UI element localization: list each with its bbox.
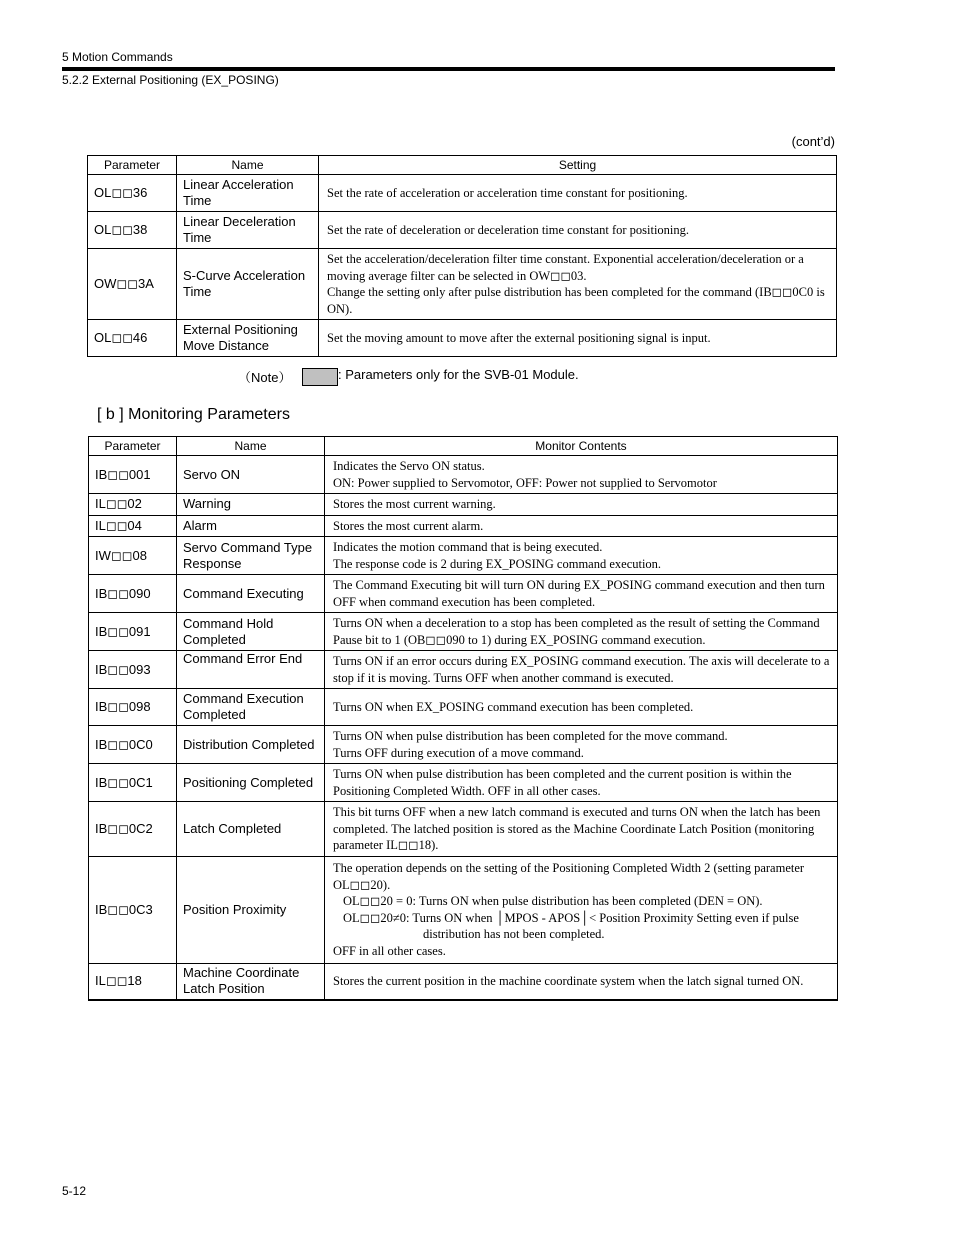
setting-cell: Set the rate of acceleration or acceleration time constant for positioning. xyxy=(319,175,837,212)
header-name: Name xyxy=(177,437,325,456)
name-cell: Command Executing xyxy=(177,575,325,613)
parameter-cell: IB◻◻093 xyxy=(89,651,177,689)
name-cell: S-Curve Acceleration Time xyxy=(177,249,319,320)
parameter-cell: OL◻◻36 xyxy=(88,175,177,212)
parameter-cell: IB◻◻0C1 xyxy=(89,764,177,802)
parameter-cell: IL◻◻18 xyxy=(89,963,177,1000)
header-name: Name xyxy=(177,156,319,175)
parameter-cell: IW◻◻08 xyxy=(89,537,177,575)
name-cell: Position Proximity xyxy=(177,856,325,963)
parameter-cell: IL◻◻04 xyxy=(89,515,177,537)
name-cell: Distribution Completed xyxy=(177,726,325,764)
name-cell: External Positioning Move Distance xyxy=(177,320,319,357)
parameter-cell: IL◻◻02 xyxy=(89,494,177,516)
contents-cell: Turns ON when a deceleration to a stop has been completed as the result of setting the Command Pause bit to 1 (OB◻◻090 to 1) during EX_POSING command execution. xyxy=(325,613,838,651)
contents-cell: Turns ON when EX_POSING command execution has been completed. xyxy=(325,689,838,726)
header-parameter: Parameter xyxy=(89,437,177,456)
name-cell: Linear Deceleration Time xyxy=(177,212,319,249)
section-header: 5.2.2 External Positioning (EX_POSING) xyxy=(62,73,279,87)
contents-cell: Turns ON if an error occurs during EX_POSING command execution. The axis will decelerate to a stop if it is moving. Turns OFF when another command is executed. xyxy=(325,651,838,689)
note-text: : Parameters only for the SVB-01 Module. xyxy=(338,367,579,382)
setting-parameters-table xyxy=(87,155,837,357)
name-cell: Positioning Completed xyxy=(177,764,325,802)
contents-cell: Stores the current position in the machine coordinate system when the latch signal turned ON. xyxy=(325,963,838,1000)
parameter-cell: OL◻◻38 xyxy=(88,212,177,249)
name-cell: Alarm xyxy=(177,515,325,537)
header-monitor-contents: Monitor Contents xyxy=(325,437,838,456)
header-setting: Setting xyxy=(319,156,837,175)
note-label: （Note） xyxy=(238,370,292,385)
name-cell: Command Error End xyxy=(177,651,325,689)
contents-cell: Stores the most current warning. xyxy=(325,494,838,516)
name-cell: Linear Acceleration Time xyxy=(177,175,319,212)
name-cell: Servo Command Type Response xyxy=(177,537,325,575)
setting-cell: Set the moving amount to move after the external positioning signal is input. xyxy=(319,320,837,357)
parameter-cell: IB◻◻0C3 xyxy=(89,856,177,963)
page-number: 5-12 xyxy=(62,1184,87,1198)
name-cell: Command Hold Completed xyxy=(177,613,325,651)
parameter-cell: IB◻◻0C0 xyxy=(89,726,177,764)
monitoring-parameters-table xyxy=(88,436,838,1001)
contents-cell: This bit turns OFF when a new latch command is executed and turns ON when the latch has been completed. The latched position is stored as the Machine Coordinate Latch Position (monitoring parameter IL◻◻18). xyxy=(325,802,838,857)
contents-cell: Turns ON when pulse distribution has been completed and the current position is within the Positioning Completed Width. OFF in all other cases. xyxy=(325,764,838,802)
chapter-header: 5 Motion Commands xyxy=(62,50,173,64)
name-cell: Command Execution Completed xyxy=(177,689,325,726)
contents-cell: The operation depends on the setting of the Positioning Completed Width 2 (setting parameter OL◻◻20). OL◻◻20 = 0: Turns ON when pulse distribution has been completed (DEN = ON). OL◻◻20≠0: Turns ON when │MPOS - APOS│< Position Proximity Setting even if pulse distribution has not been completed. OFF in all other cases. xyxy=(325,856,838,963)
parameter-cell: IB◻◻090 xyxy=(89,575,177,613)
header-rule xyxy=(62,67,835,71)
setting-cell: Set the acceleration/deceleration filter time constant. Exponential acceleration/deceleration or a moving average filter can be selected in OW◻◻03. Change the setting only after pulse distribution has been completed for the command (IB◻◻0C0 is ON). xyxy=(319,249,837,320)
name-cell: Machine Coordinate Latch Position xyxy=(177,963,325,1000)
parameter-cell: IB◻◻098 xyxy=(89,689,177,726)
contents-cell: The Command Executing bit will turn ON during EX_POSING command execution and then turn OFF when command execution has been completed. xyxy=(325,575,838,613)
name-cell: Latch Completed xyxy=(177,802,325,857)
setting-cell: Set the rate of deceleration or deceleration time constant for positioning. xyxy=(319,212,837,249)
contents-cell: Indicates the Servo ON status. ON: Power supplied to Servomotor, OFF: Power not supplied to Servomotor xyxy=(325,456,838,494)
note-shaded-swatch xyxy=(302,368,338,386)
monitoring-heading: [ b ] Monitoring Parameters xyxy=(97,406,290,423)
contents-cell: Stores the most current alarm. xyxy=(325,515,838,537)
continued-label: (cont’d) xyxy=(791,134,835,149)
parameter-cell: OW◻◻3A xyxy=(88,249,177,320)
name-cell: Warning xyxy=(177,494,325,516)
parameter-cell: OL◻◻46 xyxy=(88,320,177,357)
contents-cell: Turns ON when pulse distribution has been completed for the move command. Turns OFF during execution of a move command. xyxy=(325,726,838,764)
contents-cell: Indicates the motion command that is being executed. The response code is 2 during EX_POSING command execution. xyxy=(325,537,838,575)
name-cell: Servo ON xyxy=(177,456,325,494)
parameter-cell: IB◻◻091 xyxy=(89,613,177,651)
parameter-cell: IB◻◻0C2 xyxy=(89,802,177,857)
parameter-cell: IB◻◻001 xyxy=(89,456,177,494)
header-parameter: Parameter xyxy=(88,156,177,175)
